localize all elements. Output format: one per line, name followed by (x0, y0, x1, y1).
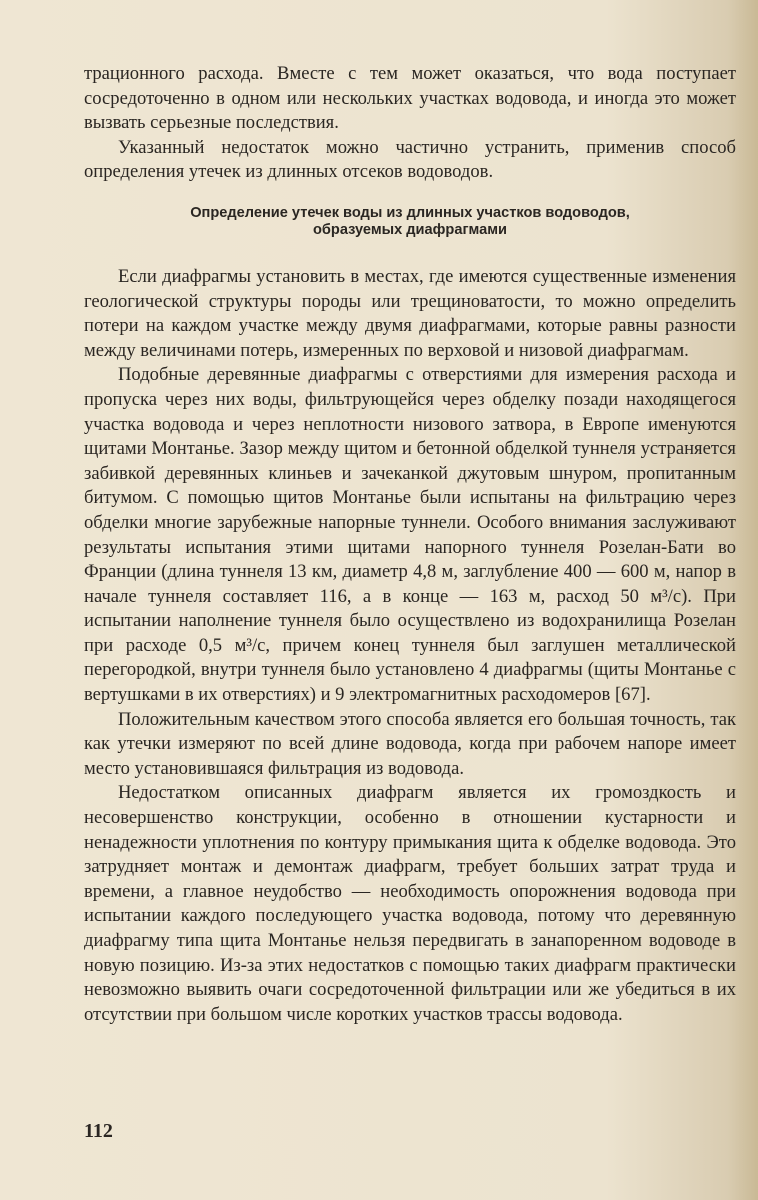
paragraph-continued: трационного расхода. Вместе с тем может оказаться, что вода поступает сосредоточенно в одном или нескольких участках водовода, и иногда это может вызвать серьезные последствия. (84, 63, 736, 134)
page-number: 112 (84, 1120, 113, 1142)
paragraph: Указанный недостаток можно частично устранить, применив способ определения утечек из длинных отсеков водоводов. (84, 136, 736, 183)
section-heading-line: Определение утечек воды из длинных участков водоводов, (190, 204, 630, 221)
paragraph: Подобные деревянные диафрагмы с отверстиями для измерения расхода и пропуска через них воды, фильтрующейся через обделку позади находящегося участка водовода и через неплотности низового затвора, в Европе именуются щитами Монтанье. Зазор между щитом и бетонной обделкой туннеля устраняется забивкой деревянных клиньев и зачеканкой джутовым шнуром, пропитанным битумом. С помощью щитов Монтанье были испытаны на фильтрацию через обделки многие зарубежные напорные туннели. Особого внимания заслуживают результаты испытания этими щитами напорного туннеля Розелан-Бати во Франции (длина туннеля 13 км, диаметр 4,8 м, заглубление 400 — 600 м, напор в начале туннеля составляет 116, а в конце — 163 м, расход 50 м³/с). При испытании наполнение туннеля было осуществлено из водохранилища Розелан при расходе 0,5 м³/с, причем конец туннеля был заглушен металлической перегородкой, внутри туннеля было установлено 4 диафрагмы (щиты Монтанье с вертушками в их отверстиях) и 9 электромагнитных расходомеров [67]. (84, 364, 736, 706)
section-heading (84, 205, 736, 239)
paragraph: Положительным качеством этого способа является его большая точность, так как утечки измеряют по всей длине водовода, когда при рабочем напоре имеет место установившаяся фильтрация из водовода. (84, 708, 736, 779)
body-text (84, 62, 736, 1027)
paragraph: Если диафрагмы установить в местах, где имеются существенные изменения геологической структуры породы или трещиноватости, то можно определить потери на каждом участке между двумя диафрагмами, которые равны разности между величинами потерь, измеренных по верховой и низовой диафрагмам. (84, 265, 736, 361)
section-heading-line: образуемых диафрагмами (312, 221, 508, 238)
paragraph: Недостатком описанных диафрагм является их громоздкость и несовершенство конструкции, особенно в отношении кустарности и ненадежности уплотнения по контуру примыкания щита к обделке водовода. Это затрудняет монтаж и демонтаж диафрагм, требует больших затрат труда и времени, а главное неудобство — необходимость опорожнения водовода при испытании каждого последующего участка водовода, потому что деревянную диафрагму типа щита Монтанье нельзя передвигать в занапоренном водоводе в новую позицию. Из-за этих недостатков с помощью таких диафрагм практически невозможно выявить очаги сосредоточенной фильтрации или же убедиться в их отсутствии при большом числе коротких участков трассы водовода. (84, 782, 736, 1025)
